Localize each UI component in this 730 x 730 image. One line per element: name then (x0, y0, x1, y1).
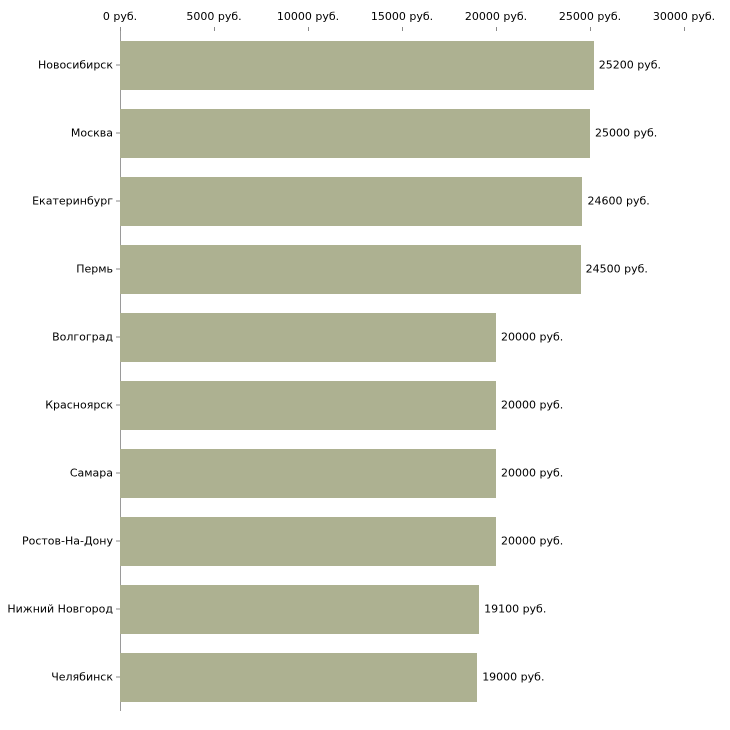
bar (120, 109, 590, 158)
category-label: Пермь (76, 262, 113, 276)
bar (120, 585, 479, 634)
y-tick-mark (116, 201, 120, 202)
y-tick-mark (116, 609, 120, 610)
category-label: Самара (69, 466, 113, 480)
bar-value-label: 20000 руб. (501, 330, 564, 344)
category-label: Екатеринбург (32, 194, 113, 208)
x-tick-label: 0 руб. (102, 10, 138, 23)
category-label: Москва (70, 126, 113, 140)
category-label: Нижний Новгород (7, 602, 113, 616)
x-tick-label: 25000 руб. (558, 10, 622, 23)
y-tick-mark (116, 677, 120, 678)
bar-value-label: 25200 руб. (598, 58, 662, 72)
x-axis (0, 0, 730, 30)
x-tick-label: 15000 руб. (370, 10, 434, 23)
y-tick-mark (116, 65, 120, 66)
bar-value-label: 20000 руб. (501, 534, 564, 548)
y-tick-mark (116, 473, 120, 474)
category-label: Волгоград (52, 330, 113, 344)
bar (120, 653, 477, 702)
bar-value-label: 20000 руб. (501, 466, 564, 480)
bar (120, 41, 594, 90)
category-label: Ростов-На-Дону (21, 534, 113, 548)
x-tick-label: 10000 руб. (276, 10, 340, 23)
bar-value-label: 24500 руб. (585, 262, 648, 276)
category-label: Красноярск (45, 398, 113, 412)
category-label: Новосибирск (37, 58, 113, 72)
bar-value-label: 19000 руб. (482, 670, 545, 684)
bar (120, 245, 581, 294)
category-label: Челябинск (51, 670, 113, 684)
bar-value-label: 20000 руб. (501, 398, 564, 412)
bar (120, 517, 496, 566)
bar (120, 381, 496, 430)
bar (120, 313, 496, 362)
bar-value-label: 24600 руб. (587, 194, 650, 208)
bar (120, 177, 582, 226)
plot-area (0, 31, 730, 711)
bar-value-label: 25000 руб. (595, 126, 658, 140)
bar (120, 449, 496, 498)
y-tick-mark (116, 337, 120, 338)
y-tick-mark (116, 269, 120, 270)
x-tick-label: 30000 руб. (652, 10, 716, 23)
y-tick-mark (116, 405, 120, 406)
y-tick-mark (116, 133, 120, 134)
y-tick-mark (116, 541, 120, 542)
bar-value-label: 19100 руб. (484, 602, 547, 616)
x-tick-label: 5000 руб. (186, 10, 242, 23)
x-tick-label: 20000 руб. (464, 10, 528, 23)
